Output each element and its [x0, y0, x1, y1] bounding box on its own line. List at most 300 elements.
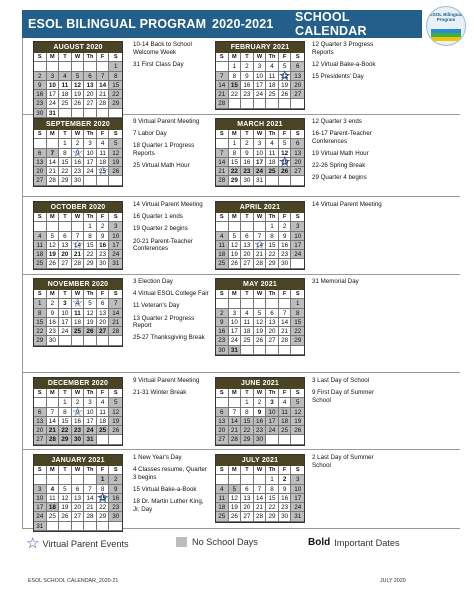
empty-cell	[47, 475, 60, 484]
weekday-header: S	[109, 290, 122, 299]
empty-cell	[84, 62, 97, 71]
day-cell: 3	[254, 62, 267, 71]
day-cell: 20	[59, 250, 72, 259]
day-cell: 12	[291, 408, 304, 417]
day-cell: 28	[254, 259, 267, 268]
empty-cell	[254, 222, 267, 231]
weekday-header: F	[279, 53, 292, 62]
empty-cell	[241, 346, 254, 355]
day-cell: 17	[109, 241, 122, 250]
day-cell: 5	[279, 139, 292, 148]
legend-no-school	[176, 537, 258, 547]
empty-cell	[97, 435, 110, 444]
day-cell: 20	[241, 503, 254, 512]
day-cell: 17	[229, 327, 242, 336]
empty-cell	[34, 398, 47, 407]
day-cell: 18	[47, 503, 60, 512]
empty-cell	[254, 299, 267, 308]
day-cell: 28	[47, 176, 60, 185]
day-cell: 29	[59, 176, 72, 185]
month-title: MARCH 2021	[216, 119, 304, 130]
day-cell: 16	[279, 494, 292, 503]
day-cell: 6	[72, 485, 85, 494]
day-cell: 2	[97, 222, 110, 231]
day-cell: 9	[241, 149, 254, 158]
day-cell: 7	[47, 408, 60, 417]
empty-cell	[241, 299, 254, 308]
month-events	[312, 41, 390, 85]
day-cell: 26	[254, 336, 267, 345]
weekday-header: F	[97, 290, 110, 299]
empty-cell	[72, 522, 85, 531]
day-cell: 27	[72, 512, 85, 521]
weekday-header: S	[291, 290, 304, 299]
empty-cell	[216, 475, 229, 484]
empty-cell	[216, 299, 229, 308]
day-cell: 18	[97, 158, 110, 167]
day-cell: 10	[254, 72, 267, 81]
weekday-header: S	[216, 466, 229, 475]
day-cell: 22	[229, 90, 242, 99]
day-cell: 23	[279, 503, 292, 512]
day-cell: 5	[59, 485, 72, 494]
day-cell: 12	[229, 494, 242, 503]
weekday-header: W	[254, 290, 267, 299]
footer-left: ESOL SCHOOL CALENDAR_2020-21	[28, 578, 119, 584]
day-cell: 30	[279, 512, 292, 521]
day-cell: 31	[109, 259, 122, 268]
month-calendar	[33, 41, 123, 119]
day-cell: 13	[241, 494, 254, 503]
day-cell: 24	[47, 99, 60, 108]
day-cell: 5	[229, 485, 242, 494]
month-calendar	[33, 201, 123, 270]
empty-cell	[72, 222, 85, 231]
day-cell: 21	[229, 426, 242, 435]
day-cell: 7	[254, 485, 267, 494]
day-cell: 10	[254, 149, 267, 158]
day-cell: 25	[97, 426, 110, 435]
weekday-header: T	[59, 290, 72, 299]
day-cell: 22	[59, 167, 72, 176]
day-cell: 26	[47, 259, 60, 268]
day-cell: 29	[266, 512, 279, 521]
empty-cell	[229, 99, 242, 108]
day-cell: 11	[216, 241, 229, 250]
event-item: 18 Dr. Martin Luther King, Jr. Day	[133, 498, 204, 513]
empty-cell	[241, 475, 254, 484]
day-cell: 22	[84, 250, 97, 259]
day-cell: 12	[229, 241, 242, 250]
weekday-header: S	[109, 130, 122, 139]
weekday-header: T	[59, 466, 72, 475]
day-cell: 25	[279, 426, 292, 435]
month-grid	[216, 466, 304, 522]
empty-cell	[291, 346, 304, 355]
weekday-header: W	[72, 389, 85, 398]
legend-important-label: Important Dates	[334, 537, 400, 548]
empty-cell	[59, 222, 72, 231]
empty-cell	[84, 176, 97, 185]
event-item: 15 Virtual Bake-a-Book	[133, 485, 197, 493]
month-events	[133, 454, 211, 518]
day-cell: 25	[216, 512, 229, 521]
month-title: JANUARY 2021	[34, 455, 122, 466]
month-title: AUGUST 2020	[34, 42, 122, 53]
day-cell: 11	[97, 408, 110, 417]
weekday-header: F	[279, 130, 292, 139]
day-cell: 18	[97, 417, 110, 426]
day-cell: 12	[109, 408, 122, 417]
day-cell: 12	[72, 81, 85, 90]
day-cell: 9	[109, 485, 122, 494]
day-cell: 20	[241, 250, 254, 259]
day-cell: 1	[34, 299, 47, 308]
day-cell: 10	[229, 318, 242, 327]
empty-cell	[47, 222, 60, 231]
month-grid	[34, 389, 122, 445]
day-cell: 30	[47, 336, 60, 345]
day-cell: 8	[229, 72, 242, 81]
day-cell: 5	[291, 398, 304, 407]
day-cell: 9	[241, 72, 254, 81]
event-item: 12 Quarter 3 Progress Reports	[312, 41, 374, 56]
day-cell: 2	[241, 62, 254, 71]
day-cell: 15	[34, 318, 47, 327]
day-cell: 30	[254, 435, 267, 444]
day-cell: 18	[72, 318, 85, 327]
weekday-header: Th	[84, 53, 97, 62]
empty-cell	[47, 139, 60, 148]
day-cell: 19	[109, 417, 122, 426]
weekday-header: S	[34, 290, 47, 299]
day-cell: 16	[47, 318, 60, 327]
event-item: 31 Memorial Day	[312, 278, 359, 285]
day-cell: 21	[72, 250, 85, 259]
day-cell: 13	[59, 241, 72, 250]
weekday-header: W	[72, 53, 85, 62]
day-cell: 15	[291, 318, 304, 327]
day-cell: 17	[84, 158, 97, 167]
weekday-header: W	[72, 213, 85, 222]
day-cell: 1	[266, 222, 279, 231]
event-item: 25 Virtual Math Hour	[133, 162, 190, 170]
day-cell: 9	[47, 309, 60, 318]
weekday-header: F	[279, 213, 292, 222]
weekday-header: T	[241, 130, 254, 139]
event-item: 1 New Year's Day	[133, 454, 182, 461]
weekday-header: W	[72, 130, 85, 139]
day-cell: 21	[216, 167, 229, 176]
event-item: 20-21 Parent-Teacher Conferences	[133, 237, 193, 253]
weekday-header: W	[72, 290, 85, 299]
day-cell: 22	[34, 327, 47, 336]
month-grid	[34, 130, 122, 186]
day-cell: 7	[279, 309, 292, 318]
day-cell: 18	[266, 81, 279, 90]
program-logo-icon	[426, 6, 466, 46]
day-cell: 22	[266, 250, 279, 259]
empty-cell	[279, 176, 292, 185]
day-cell: 16	[97, 241, 110, 250]
day-cell: 17	[34, 503, 47, 512]
day-cell: 24	[59, 327, 72, 336]
day-cell: 8	[266, 232, 279, 241]
weekday-header: T	[59, 389, 72, 398]
event-item: 9 First Day of Summer School	[312, 389, 374, 404]
day-cell: 14	[216, 158, 229, 167]
empty-cell	[97, 522, 110, 531]
day-cell: 3	[59, 299, 72, 308]
empty-cell	[72, 109, 85, 118]
weekday-header: Th	[266, 213, 279, 222]
day-cell: 25	[241, 336, 254, 345]
day-cell: 7	[254, 232, 267, 241]
day-cell: 9 ☆	[72, 149, 85, 158]
day-cell: 10	[47, 81, 60, 90]
month-grid	[216, 213, 304, 269]
day-cell: 19	[279, 81, 292, 90]
day-cell: 12	[109, 149, 122, 158]
weekday-header: F	[97, 53, 110, 62]
day-cell: 30	[241, 176, 254, 185]
day-cell: 6	[84, 72, 97, 81]
month-events	[312, 118, 390, 187]
day-cell: 11	[216, 494, 229, 503]
day-cell: 30	[279, 259, 292, 268]
month-title: JULY 2021	[216, 455, 304, 466]
day-cell: 14	[47, 417, 60, 426]
day-cell: 19 ☆	[279, 158, 292, 167]
day-cell: 20	[34, 426, 47, 435]
day-cell: 12 ☆	[279, 72, 292, 81]
day-cell: 20	[84, 90, 97, 99]
day-cell: 23	[97, 250, 110, 259]
day-cell: 30	[72, 176, 85, 185]
day-cell: 28	[97, 99, 110, 108]
calendar-header	[22, 10, 422, 38]
day-cell: 21	[279, 327, 292, 336]
empty-cell	[59, 475, 72, 484]
weekday-header: F	[97, 466, 110, 475]
day-cell: 16	[241, 81, 254, 90]
day-cell: 29	[84, 259, 97, 268]
legend-virtual	[26, 537, 129, 551]
day-cell: 24	[84, 167, 97, 176]
empty-cell	[109, 176, 122, 185]
day-cell: 28	[84, 512, 97, 521]
day-cell: 29	[291, 336, 304, 345]
month-calendar	[215, 201, 305, 270]
section-divider	[22, 449, 460, 450]
weekday-header: M	[47, 53, 60, 62]
day-cell: 26	[109, 167, 122, 176]
event-item: 7 Labor Day	[133, 130, 167, 138]
day-cell: 31	[229, 346, 242, 355]
day-cell: 8	[109, 72, 122, 81]
day-cell: 19	[109, 158, 122, 167]
legend-no-school-label: No School Days	[192, 537, 258, 547]
day-cell: 22	[97, 503, 110, 512]
day-cell: 5	[109, 398, 122, 407]
day-cell: 17	[291, 494, 304, 503]
day-cell: 15	[266, 494, 279, 503]
weekday-header: F	[97, 389, 110, 398]
star-icon: ☆	[26, 535, 40, 552]
month-events	[133, 118, 211, 174]
day-cell: 30	[109, 512, 122, 521]
empty-cell	[72, 62, 85, 71]
event-item: 14 Virtual Parent Meeting	[312, 201, 382, 208]
day-cell: 25	[47, 512, 60, 521]
weekday-header: W	[254, 53, 267, 62]
day-cell: 26	[229, 512, 242, 521]
day-cell: 21	[216, 90, 229, 99]
day-cell: 18	[216, 250, 229, 259]
day-cell: 14	[216, 81, 229, 90]
day-cell: 6	[59, 232, 72, 241]
empty-cell	[279, 435, 292, 444]
day-cell: 17	[59, 318, 72, 327]
day-cell: 22	[241, 426, 254, 435]
day-cell: 12	[47, 241, 60, 250]
day-cell: 25	[59, 99, 72, 108]
weekday-header: F	[279, 389, 292, 398]
day-cell: 26	[279, 167, 292, 176]
day-cell: 6	[34, 149, 47, 158]
day-cell: 27	[266, 336, 279, 345]
empty-cell	[47, 398, 60, 407]
day-cell: 11	[34, 241, 47, 250]
day-cell: 17	[84, 417, 97, 426]
day-cell: 16	[34, 90, 47, 99]
day-cell: 15	[229, 158, 242, 167]
day-cell: 12	[279, 149, 292, 158]
day-cell: 7	[229, 408, 242, 417]
weekday-header: S	[291, 53, 304, 62]
empty-cell	[216, 139, 229, 148]
day-cell: 14	[229, 417, 242, 426]
day-cell: 30	[97, 259, 110, 268]
weekday-header: Th	[84, 290, 97, 299]
event-item: 18 Quarter 1 Progress Reports	[133, 142, 195, 157]
day-cell: 21	[47, 426, 60, 435]
day-cell: 5	[72, 72, 85, 81]
day-cell: 19	[229, 250, 242, 259]
day-cell: 3	[229, 309, 242, 318]
month-title: JUNE 2021	[216, 378, 304, 389]
day-cell: 10	[84, 149, 97, 158]
weekday-header: M	[229, 213, 242, 222]
day-cell: 20	[72, 503, 85, 512]
event-item: 12 Virtual Bake-a-Book	[312, 60, 376, 68]
empty-cell	[34, 222, 47, 231]
day-cell: 7	[109, 299, 122, 308]
weekday-header: S	[34, 53, 47, 62]
event-item: 9 Virtual Parent Meeting	[133, 118, 200, 125]
weekday-header: M	[47, 290, 60, 299]
day-cell: 18	[241, 327, 254, 336]
weekday-header: S	[34, 389, 47, 398]
empty-cell	[34, 475, 47, 484]
day-cell: 13	[34, 417, 47, 426]
day-cell: 6	[97, 299, 110, 308]
day-cell: 26	[279, 90, 292, 99]
day-cell: 11	[97, 149, 110, 158]
weekday-header: W	[254, 213, 267, 222]
day-cell: 8	[97, 485, 110, 494]
event-item: 4 Classes resume, Quarter 3 begins	[133, 466, 207, 481]
day-cell: 24	[266, 426, 279, 435]
day-cell: 31	[34, 522, 47, 531]
day-cell: 14 ☆	[72, 241, 85, 250]
day-cell: 22	[109, 90, 122, 99]
weekday-header: T	[59, 130, 72, 139]
day-cell: 27	[34, 435, 47, 444]
legend-virtual-label: Virtual Parent Events	[42, 539, 129, 549]
event-item: 19 Virtual Math Hour	[312, 149, 369, 157]
day-cell: 24	[109, 250, 122, 259]
empty-cell	[216, 62, 229, 71]
month-grid	[216, 53, 304, 109]
day-cell: 18	[34, 250, 47, 259]
day-cell: 3	[47, 72, 60, 81]
day-cell: 12	[59, 494, 72, 503]
day-cell: 29	[229, 176, 242, 185]
day-cell: 16	[216, 327, 229, 336]
day-cell: 26	[59, 512, 72, 521]
day-cell: 4	[241, 309, 254, 318]
day-cell: 3	[109, 222, 122, 231]
day-cell: 4	[59, 72, 72, 81]
weekday-header: M	[229, 466, 242, 475]
day-cell: 20	[291, 81, 304, 90]
gray-box-icon	[176, 537, 187, 547]
weekday-header: S	[291, 389, 304, 398]
day-cell: 5	[84, 299, 97, 308]
day-cell: 9 ☆	[72, 408, 85, 417]
day-cell: 2	[216, 309, 229, 318]
empty-cell	[291, 176, 304, 185]
day-cell: 13	[291, 149, 304, 158]
weekday-header: S	[216, 130, 229, 139]
day-cell: 25	[72, 327, 85, 336]
day-cell: 19	[72, 90, 85, 99]
empty-cell	[84, 336, 97, 345]
day-cell: 4	[34, 232, 47, 241]
day-cell: 15	[59, 158, 72, 167]
weekday-header: M	[47, 466, 60, 475]
month-title: MAY 2021	[216, 279, 304, 290]
day-cell: 27	[241, 512, 254, 521]
day-cell: 11	[279, 408, 292, 417]
day-cell: 29	[59, 435, 72, 444]
weekday-header: Th	[84, 389, 97, 398]
empty-cell	[59, 522, 72, 531]
day-cell: 7	[47, 149, 60, 158]
day-cell: 15	[241, 417, 254, 426]
day-cell: 24	[291, 503, 304, 512]
weekday-header: S	[216, 290, 229, 299]
month-title: OCTOBER 2020	[34, 202, 122, 213]
day-cell: 23	[241, 90, 254, 99]
section-divider	[22, 196, 460, 197]
day-cell: 10	[59, 309, 72, 318]
weekday-header: T	[59, 53, 72, 62]
empty-cell	[229, 475, 242, 484]
day-cell: 11	[266, 72, 279, 81]
empty-cell	[97, 62, 110, 71]
